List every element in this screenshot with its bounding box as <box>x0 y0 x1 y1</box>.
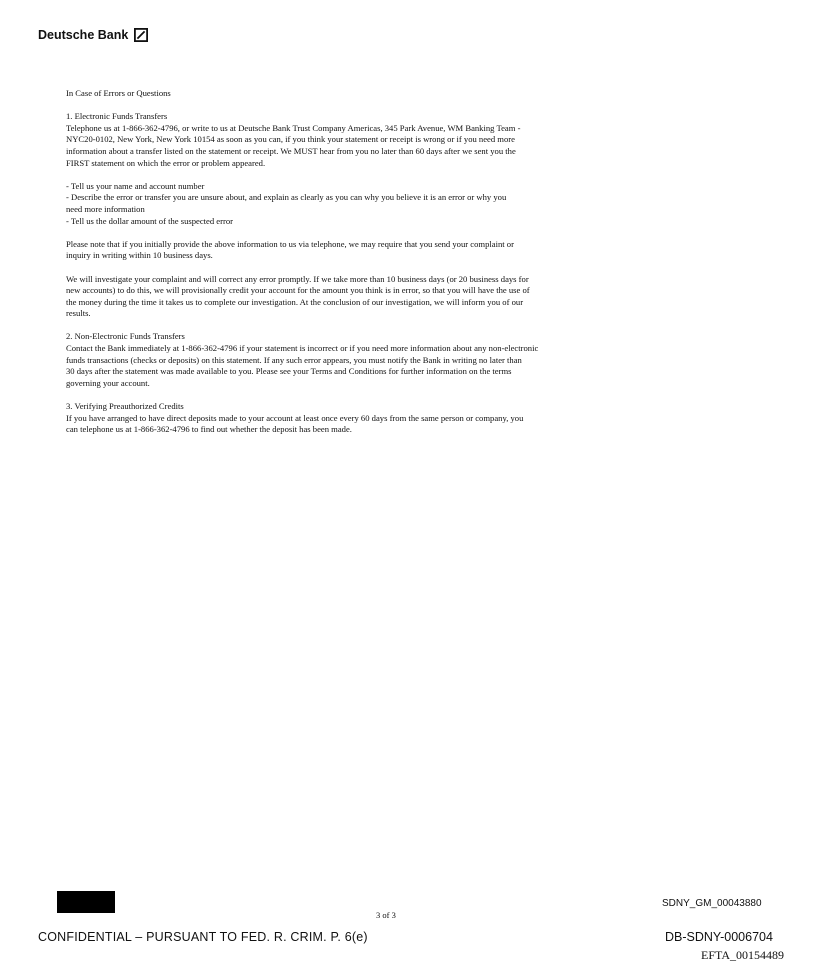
document-section <box>66 401 636 436</box>
confidential-notice: CONFIDENTIAL – PURSUANT TO FED. R. CRIM. P. 6(e) <box>38 930 368 944</box>
bates-number-db: DB-SDNY-0006704 <box>665 930 773 944</box>
document-section <box>66 331 636 389</box>
document-line: need more information <box>66 203 145 214</box>
sections-container <box>66 111 636 436</box>
document-line: governing your account. <box>66 377 150 388</box>
document-line: 2. Non-Electronic Funds Transfers <box>66 331 185 342</box>
brand-name: Deutsche Bank <box>38 28 129 42</box>
document-heading: In Case of Errors or Questions <box>66 88 171 98</box>
document-line: We will investigate your complaint and will correct any error promptly. If we take more than 10 business days (or 20 business days for <box>66 273 529 284</box>
deutsche-bank-logo-icon <box>134 28 148 42</box>
brand-header <box>38 28 148 42</box>
document-line: 1. Electronic Funds Transfers <box>66 111 168 122</box>
document-line: NYC20-0102, New York, New York 10154 as soon as you can, if you think your statement or receipt is wrong or if you need more <box>66 134 515 145</box>
document-line: FIRST statement on which the error or problem appeared. <box>66 157 266 168</box>
document-line: the money during the time it takes us to complete our investigation. At the conclusion of our investigation, we will inform you of our <box>66 296 524 307</box>
bates-number-efta: EFTA_00154489 <box>701 948 785 962</box>
document-line: inquiry in writing within 10 business days. <box>66 250 213 261</box>
document-line: new accounts) to do this, we will provisionally credit your account for the amount you think is in error, so that you will have the use of <box>66 285 530 296</box>
document-line: funds transactions (checks or deposits) on this statement. If any such error appears, you must notify the Bank in writing no later than <box>66 354 522 365</box>
document-body <box>66 88 636 447</box>
bates-number-sdny-gm: SDNY_GM_00043880 <box>662 898 762 909</box>
redaction-box <box>57 891 115 913</box>
document-line: Contact the Bank immediately at 1-866-362-4796 if your statement is incorrect or if you need more information about any non-electronic <box>66 343 539 354</box>
document-line: - Tell us the dollar amount of the suspected error <box>66 215 234 226</box>
document-line: 30 days after the statement was made available to you. Please see your Terms and Conditions for further information on the terms <box>66 366 512 377</box>
document-section <box>66 181 636 227</box>
document-line: Please note that if you initially provide the above information to us via telephone, we may require that you send your complaint or <box>66 238 514 249</box>
document-line: - Describe the error or transfer you are unsure about, and explain as clearly as you can why you believe it is an error or why you <box>66 192 507 203</box>
document-line: Telephone us at 1-866-362-4796, or write to us at Deutsche Bank Trust Company Americas, 345 Park Avenue, WM Banking Team - <box>66 122 521 133</box>
document-section <box>66 111 636 169</box>
document-line: - Tell us your name and account number <box>66 180 205 191</box>
document-section <box>66 274 636 320</box>
page-number: 3 of 3 <box>376 910 396 920</box>
document-line: 3. Verifying Preauthorized Credits <box>66 401 184 412</box>
document-line: can telephone us at 1-866-362-4796 to find out whether the deposit has been made. <box>66 424 352 435</box>
document-section <box>66 239 636 262</box>
document-line: information about a transfer listed on the statement or receipt. We MUST hear from you no later than 60 days after we sent you the <box>66 145 516 156</box>
document-line: results. <box>66 308 91 319</box>
document-line: If you have arranged to have direct deposits made to your account at least once every 60 days from the same person or company, you <box>66 412 524 423</box>
